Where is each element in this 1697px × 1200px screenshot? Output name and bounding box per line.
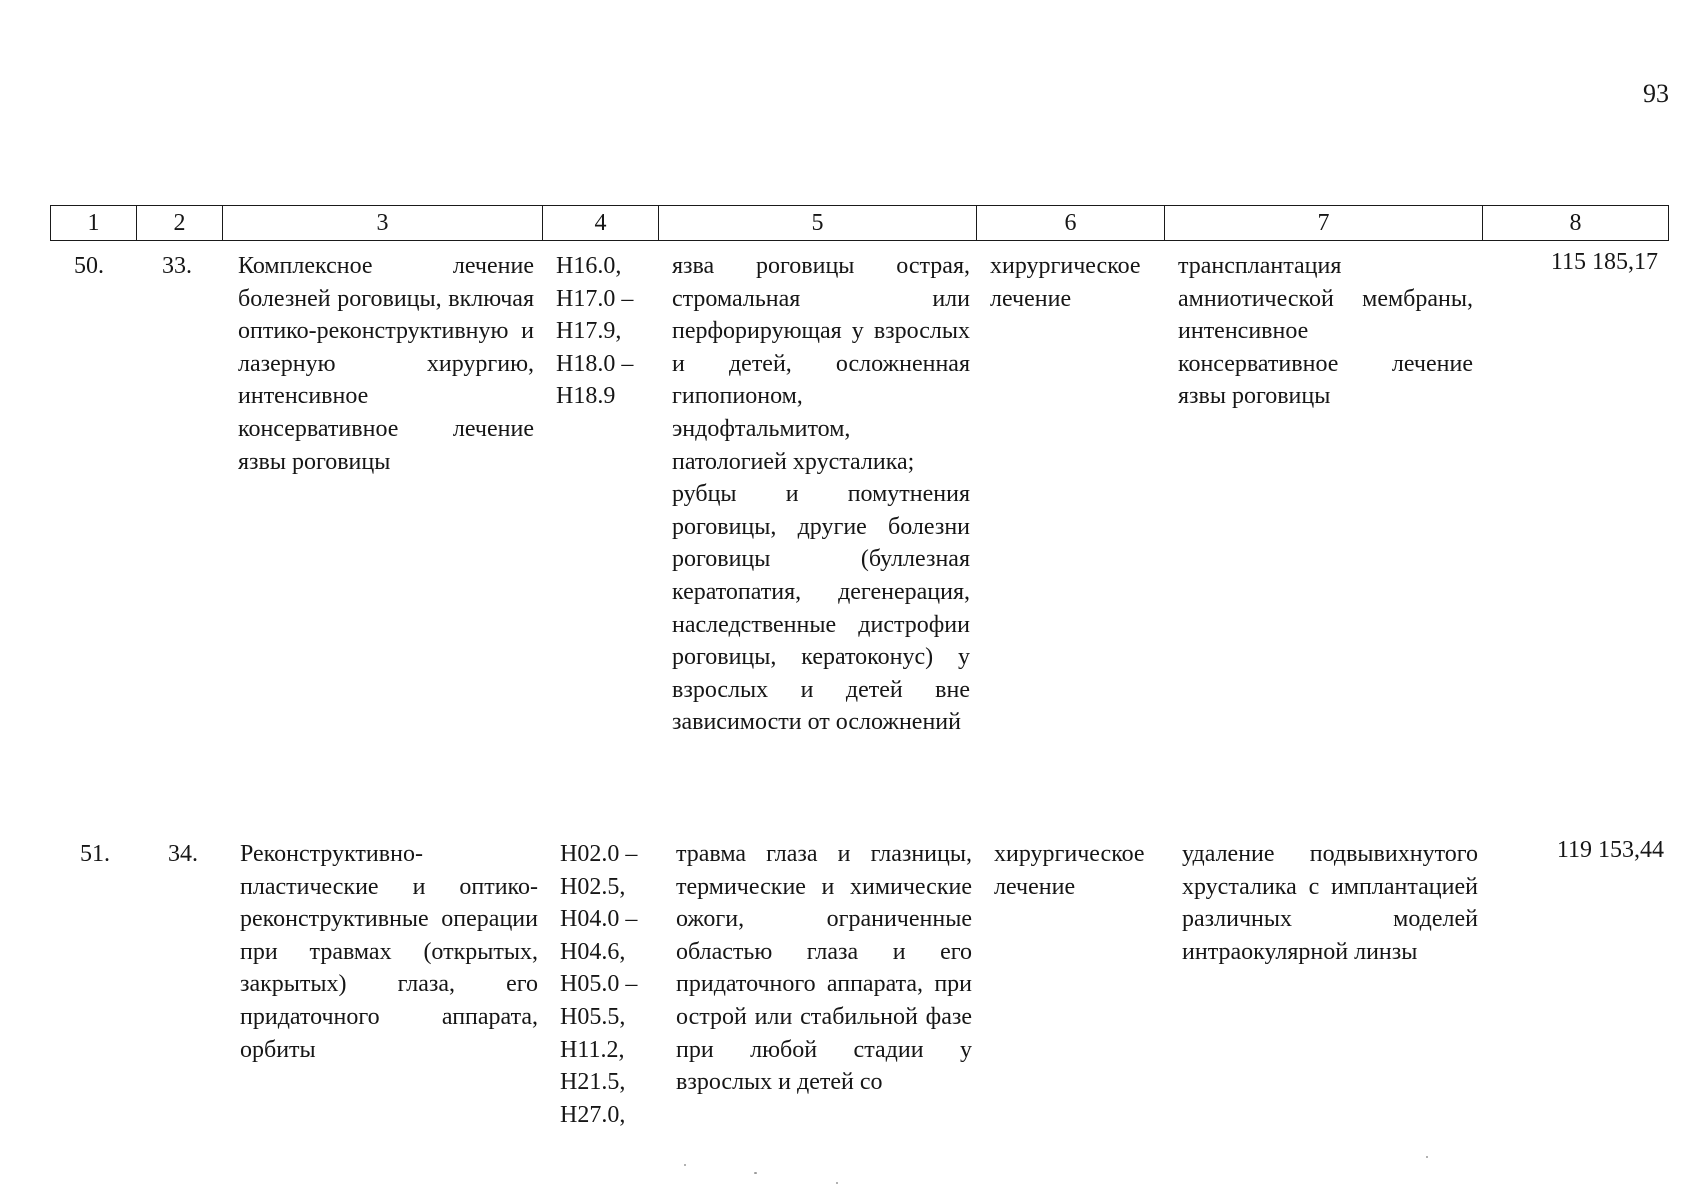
treatment-method: трансплантация амниотической мембраны, интенсивное консервативное лечение язвы роговицы xyxy=(1178,253,1473,410)
row-number: 50. xyxy=(74,253,104,279)
column-header-2: 2 xyxy=(137,206,223,241)
scan-speck xyxy=(754,1172,757,1174)
scan-speck xyxy=(836,1182,838,1184)
column-header-5: 5 xyxy=(659,206,977,241)
column-header-7: 7 xyxy=(1165,206,1483,241)
treatment-type: хирургическое лечение xyxy=(990,253,1141,312)
treatment-type: хирургическое лечение xyxy=(994,841,1145,900)
column-header-row xyxy=(50,205,1669,241)
group-number: 33. xyxy=(162,253,192,279)
column-header-8: 8 xyxy=(1483,206,1669,241)
patient-model: травма глаза и глазницы, термические и химические ожоги, ограниченные областью глаза и его придаточного аппарата, при острой или стабильной фазе при любой стадии у взрослых и детей со xyxy=(676,841,972,1096)
scan-speck xyxy=(684,1164,686,1166)
row-number: 51. xyxy=(80,841,110,867)
intervention-name: Реконструктивно-пластические и оптико-реконструктивные операции при травмах (открытых, закрытых) глаза, его придаточного аппарата, орбиты xyxy=(240,841,538,1063)
page-number: 93 xyxy=(1643,79,1669,108)
patient-model: язва роговицы острая, стромальная или перфорирующая у взрослых и детей, осложненная гипопионом, эндофтальмитом, патологией хрусталика; рубцы и помутнения роговицы, другие болезни роговицы (буллезная кератопатия, дегенерация, наследственные дистрофии роговицы, кератоконус) у взрослых и детей вне зависимости от осложнений xyxy=(672,253,970,736)
icd-codes: H16.0, H17.0 – H17.9, H18.0 – H18.9 xyxy=(556,253,634,410)
scan-speck xyxy=(1426,1156,1428,1158)
intervention-name: Комплексное лечение болезней роговицы, включая оптико-реконструктивную и лазерную хирургию, интенсивное консервативное лечение язвы роговицы xyxy=(238,253,534,475)
icd-codes: H02.0 – H02.5, H04.0 – H04.6, H05.0 – H05.5, H11.2, H21.5, H27.0, xyxy=(560,841,638,1128)
cost-value: 115 185,17 xyxy=(1550,249,1658,275)
group-number: 34. xyxy=(168,841,198,867)
column-header-1: 1 xyxy=(51,206,137,241)
column-header-6: 6 xyxy=(977,206,1165,241)
treatment-method: удаление подвывихнутого хрусталика с имплантацией различных моделей интраокулярной линзы xyxy=(1182,841,1478,965)
column-header-3: 3 xyxy=(223,206,543,241)
column-header-4: 4 xyxy=(543,206,659,241)
cost-value: 119 153,44 xyxy=(1556,837,1664,863)
